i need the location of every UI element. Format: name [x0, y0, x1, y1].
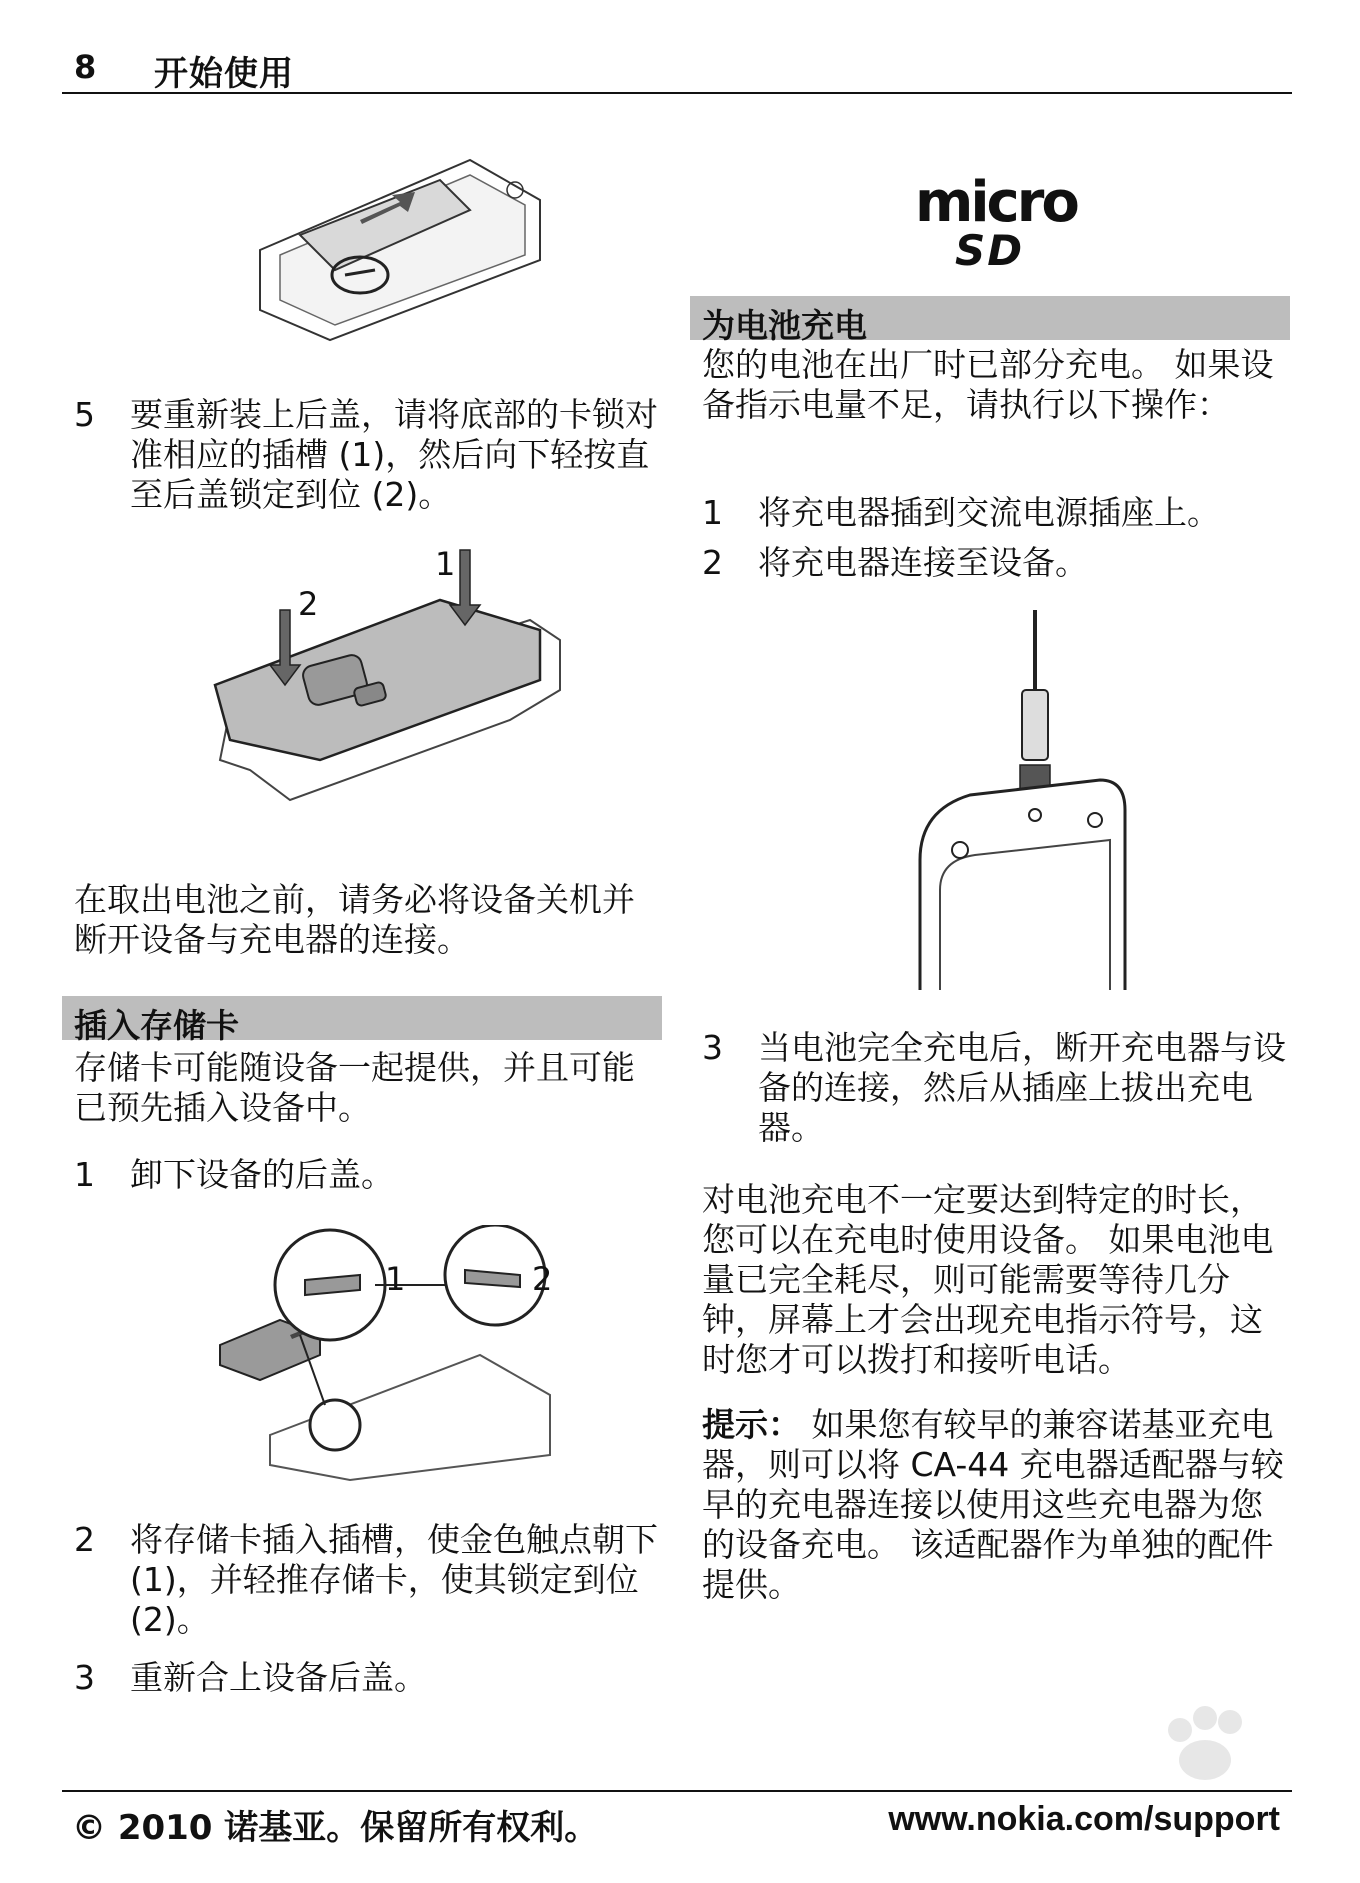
step-5 [74, 395, 674, 515]
step-text: 将充电器连接至设备。 [758, 543, 1088, 582]
charge-heading: 为电池充电 [690, 296, 1290, 340]
paw-watermark-icon [1150, 1700, 1290, 1790]
step-number: 1 [702, 493, 723, 532]
memory-card-illustration [210, 1225, 570, 1485]
logo-letters: SD [955, 226, 1025, 275]
memory-step-1 [74, 1155, 674, 1195]
cover-label-2: 2 [298, 585, 319, 623]
callout-label-1: 1 [385, 1260, 406, 1298]
microsd-logo [915, 170, 1077, 275]
logo-word: micro [915, 170, 1077, 235]
step-text: 重新合上设备后盖。 [130, 1658, 427, 1697]
step-text: 卸下设备的后盖。 [130, 1155, 394, 1194]
back-cover-illustration [210, 540, 570, 820]
cover-label-1: 1 [435, 545, 456, 583]
step-number: 2 [702, 543, 723, 582]
memory-card-intro: 存储卡可能随设备一起提供，并且可能已预先插入设备中。 [74, 1048, 635, 1127]
charge-note: 对电池充电不一定要达到特定的时长，您可以在充电时使用设备。 如果电池电量已完全耗尽，则可能需要等待几分钟，屏幕上才会出现充电指示符号，这时您才可以拨打和接听电话。 [702, 1180, 1274, 1379]
step-number: 3 [702, 1028, 723, 1067]
page-title: 开始使用 [154, 54, 294, 94]
memory-card-heading: 插入存储卡 [62, 996, 662, 1040]
page-number: 8 [74, 48, 97, 86]
charge-step-1 [702, 493, 1302, 533]
footer-rule [62, 1790, 1292, 1792]
memory-step-3 [74, 1658, 674, 1698]
charge-intro: 您的电池在出厂时已部分充电。 如果设备指示电量不足，请执行以下操作： [702, 345, 1274, 424]
support-link[interactable]: www.nokia.com/support [888, 1800, 1280, 1838]
warning-text: 在取出电池之前，请务必将设备关机并断开设备与充电器的连接。 [74, 880, 635, 959]
memory-step-2 [74, 1520, 674, 1640]
step-text: 要重新装上后盖，请将底部的卡锁对准相应的插槽 (1)，然后向下轻按直至后盖锁定到位 (2)。 [130, 395, 658, 514]
charge-step-3 [702, 1028, 1302, 1148]
copyright: © 2010 诺基亚。保留所有权利。 [72, 1808, 599, 1848]
step-number: 1 [74, 1155, 95, 1194]
step-number: 3 [74, 1658, 95, 1697]
tip-label: 提示： [702, 1405, 801, 1444]
step-text: 当电池完全充电后，断开充电器与设备的连接，然后从插座上拔出充电器。 [758, 1028, 1286, 1147]
tip-text: 如果您有较早的兼容诺基亚充电器，则可以将 CA-44 充电器适配器与较早的充电器连接以使用这些充电器为您的设备充电。 该适配器作为单独的配件提供。 [702, 1405, 1284, 1604]
charger-illustration [900, 610, 1140, 990]
step-number: 2 [74, 1520, 95, 1559]
step-text: 将存储卡插入插槽，使金色触点朝下 (1)，并轻推存储卡，使其锁定到位 (2)。 [130, 1520, 658, 1639]
step-text: 将充电器插到交流电源插座上。 [758, 493, 1220, 532]
step-number: 5 [74, 395, 95, 434]
callout-label-2: 2 [532, 1260, 553, 1298]
battery-insert-illustration [240, 140, 560, 350]
charge-step-2 [702, 543, 1302, 583]
tip-paragraph [702, 1405, 1292, 1605]
page-header [62, 40, 1292, 94]
